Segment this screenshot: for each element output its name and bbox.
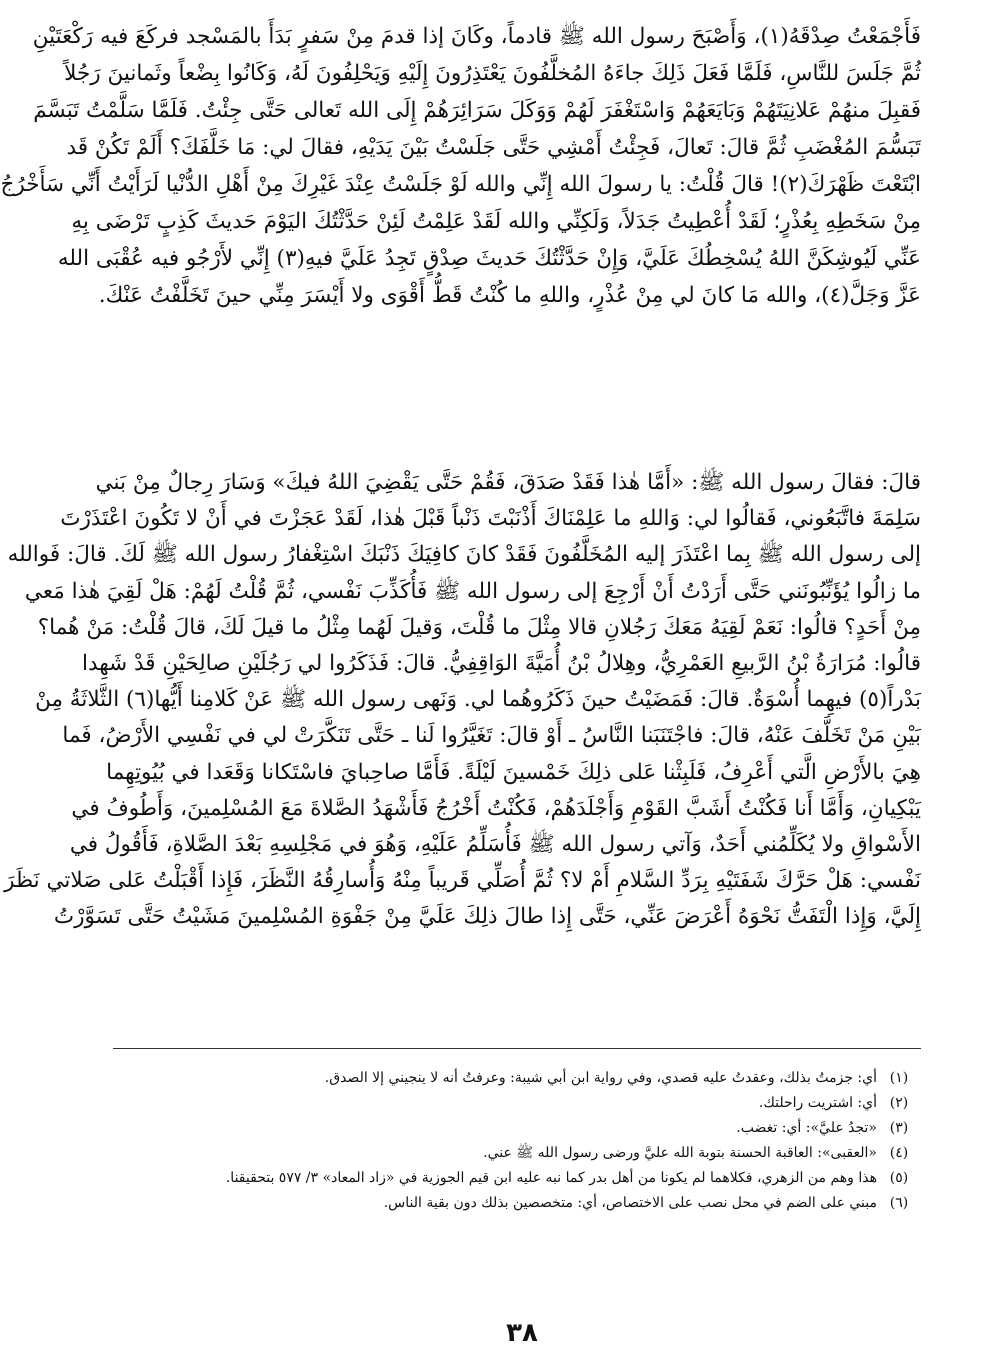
footnote-number: (٤)	[889, 1145, 909, 1161]
text-line: ثُمَّ جَلَسَ للنَّاسِ، فَلَمَّا فَعَلَ ذَلِكَ جاءَهُ المُخلَّفُونَ يَعْتَذِرُونَ إِلَيْهِ وَيَحْلِفُونَ لَهُ، وَكَانُوا بِضْعاً وثَمانينَ رَجُلاً	[64, 61, 921, 86]
text-line: عَنِّي لَيُوشِكَنَّ اللهُ يُسْخِطُكَ عَلَيَّ، وَإِنْ حَدَّثْتُكَ حَديثَ صِدْقٍ تَجِدُ عَلَيَّ فيهِ(٣) إِنِّي لأَرْجُو فيه عُقْبَى الله	[57, 246, 921, 271]
footnote-number: (٥)	[889, 1170, 909, 1186]
text-line: تَبَسُّمَ المُغْضَبِ ثُمَّ قالَ: تَعالَ، فَجِئْتُ أَمْشِي حَتَّى جَلَسْتُ بَيْنَ يَدَيْهِ، فقالَ لي: مَا خَلَّفَكَ؟ أَلَمْ تَكُنْ قَد	[66, 135, 921, 160]
footnote-text: «تجدُ عليَّ»: أي: تغضب.	[736, 1120, 877, 1136]
footnote-number: (٦)	[889, 1195, 909, 1211]
text-line: إلى رسول الله ﷺ بِما اعْتَذَرَ إليه المُخَلَّفُونَ فَقَدْ كانَ كافِيَكَ ذَنْبَكَ اسْتِغْفارُ رسول الله ﷺ لَكَ. قالَ: فَوالله	[7, 542, 921, 568]
text-line: مِنْ سَخَطِهِ بِعُذْرٍ؛ لَقَدْ أُعْطِيتُ جَدَلاً، وَلَكِنِّي والله لَقَدْ عَلِمْتُ لَئِنْ حَدَّثْتُكَ اليَوْمَ حَديثَ كَذِبٍ تَرْضَى بِهِ	[71, 209, 921, 234]
text-line: نَفْسي: هَلْ حَرَّكَ شَفَتَيْهِ بِرَدِّ السَّلامِ أَمْ لا؟ ثُمَّ أُصَلِّي قَريباً مِنْهُ وَأُسارِقُهُ النَّظَرَ، فَإِذا أَقْبَلْتُ عَلى صَلاتي نَظَرَ	[4, 868, 921, 894]
footnote-divider	[113, 1048, 921, 1049]
text-line: ما زالُوا يُؤَنِّبُونَني حَتَّى أَرَدْتُ أَنْ أَرْجِعَ إلى رسول الله ﷺ فَأُكَذِّبَ نَفْسي، ثُمَّ قُلْتُ لَهُمْ: هَلْ لَقِيَ هٰذا مَعي	[24, 578, 921, 604]
main-text-paragraph-2	[4, 465, 921, 935]
text-line: فَأَجْمَعْتُ صِدْقَهُ(١)، وَأَصْبَحَ رسول الله ﷺ قادماً، وكَانَ إذا قدمَ مِنْ سَفرٍ بَدَأَ بالمَسْجد فركَعَ فيه رَكْعَتَيْنِ	[32, 24, 921, 49]
text-line: يَبْكِيانِ، وَأَمَّا أَنا فَكُنْتُ أَشَبَّ القَوْمِ وَأَجْلَدَهُمْ، فَكُنْتُ أَخْرُجُ فَأَشْهَدُ الصَّلاةَ مَعَ المُسْلِمينَ، وَأَطُوفُ في	[71, 795, 921, 821]
footnote-text: «العقبى»: العاقبة الحسنة بتوبة الله عليَّ ورضى رسول الله ﷺ عني.	[483, 1145, 877, 1161]
footnote	[113, 1116, 921, 1141]
text-line: ابْتَعْتَ ظَهْرَكَ(٢)! قالَ قُلْتُ: يا رسولَ الله إِنِّي والله لَوْ جَلَسْتُ عِنْدَ غَيْرِكَ مِنْ أَهْلِ الدُّنْيا لَرَأَيْتُ أَنِّي سَأَخْرُجُ	[0, 172, 921, 197]
footnote-text: مبني على الضم في محل نصب على الاختصاص، أي: متخصصين بذلك دون بقية الناس.	[383, 1195, 877, 1211]
footnote	[113, 1141, 921, 1166]
text-line: بَدْراً(٥) فيهِما أُسْوَةٌ. قالَ: فَمَضَيْتُ حينَ ذَكَرُوهُما لي. وَنَهى رسول الله ﷺ عَنْ كَلامِنا أَيُّها(٦) الثَّلاثَةُ مِنْ	[35, 687, 921, 713]
text-line: سَلِمَةَ فاتَّبَعُوني، فَقالُوا لي: وَاللهِ ما عَلِمْنَاكَ أَذْنَبْتَ ذَنْباً قَبْلَ هٰذا، لَقَدْ عَجَزْتَ في أَنْ لا تَكُونَ اعْتَذَرْتَ	[60, 506, 921, 532]
footnote-number: (٢)	[889, 1095, 909, 1111]
text-line: إِلَيَّ، وَإِذا الْتَفَتُّ نَحْوَهُ أَعْرَضَ عَنِّي، حَتَّى إِذا طالَ ذلِكَ عَلَيَّ مِنْ جَفْوَةِ المُسْلِمينَ مَشَيْتُ حَتَّى تَسَوَّرْتُ	[53, 904, 921, 930]
main-text-paragraph-1	[0, 18, 921, 314]
text-line: فَقبِلَ منهُمْ عَلانِيَتَهُمْ وَبَايَعَهُمْ وَاسْتَغْفَرَ لَهُمْ وَوَكَلَ سَرَائِرَهُمْ إِلَى الله تَعالى حَتَّى جِئْتُ. فَلَمَّا سَلَّمْتُ تَبَسَّمَ	[33, 98, 921, 123]
text-line: مِنْ أَحَدٍ؟ قالُوا: نَعَمْ لَقِيَهُ مَعَكَ رَجُلانِ قالا مِثْلَ ما قُلْتَ، وَقيلَ لَهُما مِثْلُ ما قيلَ لَكَ، قالَ قُلْتُ: مَنْ هُما؟	[37, 614, 921, 640]
text-line: هِيَ بالأَرْضِ الَّتي أَعْرِفُ، فَلَبِثْنا عَلى ذلِكَ خَمْسينَ لَيْلَةً. فَأَمَّا صاحِبايَ فاسْتَكانا وَقَعَدا في بُيُوتِهِما	[106, 759, 921, 785]
text-line: عَزَّ وَجَلَّ(٤)، والله مَا كانَ لي مِنْ عُذْرٍ، واللهِ ما كُنْتُ قَطُّ أَقْوَى ولا أَيْسَرَ مِنِّي حينَ تَخَلَّفْتُ عَنْكَ.	[98, 283, 921, 308]
page-number: ٣٨	[506, 1318, 538, 1348]
footnote-text: أي: اشتريت راحلتك.	[758, 1095, 877, 1111]
text-line: قالُوا: مُرَارَةُ بْنُ الرَّبيعِ العَمْرِيُّ، وهِلالُ بْنُ أُمَيَّةَ الوَاقِفِيُّ. قالَ: فَذَكَرُوا لي رَجُلَيْنِ صالِحَيْنِ قَدْ شَهِدا	[81, 650, 921, 676]
footnote	[113, 1066, 921, 1091]
text-line: الأَسْواقِ ولا يُكَلِّمُني أَحَدٌ، وَآتي رسول الله ﷺ فَأُسَلِّمُ عَلَيْهِ، وَهُوَ في مَجْلِسِهِ بَعْدَ الصَّلاةِ، فَأَقُولُ في	[69, 831, 921, 857]
text-line: بَيْنِ مَنْ تَخَلَّفَ عَنْهُ، قالَ: فاجْتَنَبَنا النَّاسُ ـ أَوْ قالَ: تَغَيَّرُوا لَنا ـ حَتَّى تَنَكَّرَتْ لي في نَفْسِي الأَرْضُ، فَما	[62, 723, 921, 749]
text-line: قالَ: فقالَ رسول الله ﷺ: «أَمَّا هٰذا فَقَدْ صَدَقَ، فَقُمْ حَتَّى يَقْضِيَ اللهُ فيكَ» وَسَارَ رِجالٌ مِنْ بَني	[95, 470, 921, 495]
footnote-text: هذا وهم من الزهري، فكلاهما لم يكونا من أهل بدر كما نبه عليه ابن قيم الجوزية في «زاد المعاد» ٣/ ٥٧٧ بتحقيقنا.	[225, 1170, 877, 1186]
footnote	[113, 1091, 921, 1116]
footnote-number: (٣)	[889, 1120, 909, 1136]
footnote-number: (١)	[889, 1070, 909, 1086]
footnotes	[113, 1066, 921, 1216]
footnote	[113, 1191, 921, 1216]
footnote-text: أي: جزمتُ بذلك، وعقدتُ عليه قصدي، وفي رواية ابن أبي شيبة: وعرفتُ أنه لا ينجيني إلا الصدق.	[324, 1070, 877, 1086]
footnote	[113, 1166, 921, 1191]
